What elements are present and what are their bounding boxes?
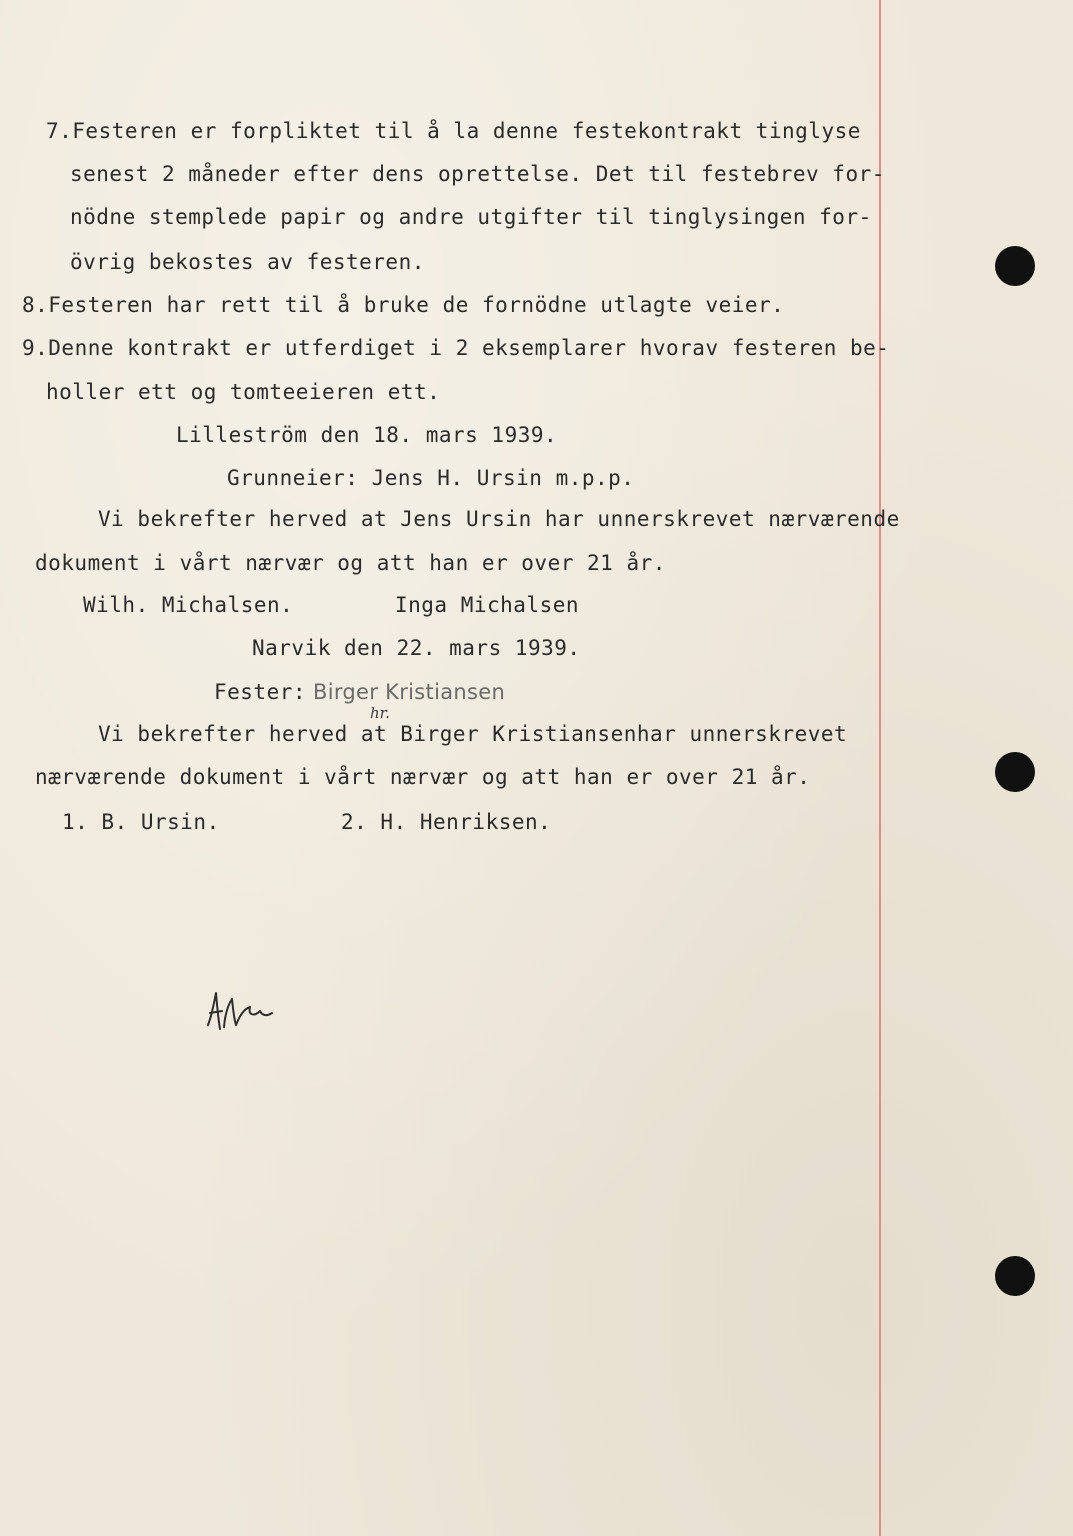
clause-7-line-4: övrig bekostes av festeren. [70,250,425,274]
fester-label: Fester: [214,680,307,704]
punch-hole [995,1256,1035,1296]
witness-confirmation-1-line-1: Vi bekrefter herved at Jens Ursin har unnerskrevet nærværende [98,507,900,531]
clause-7-line-1: 7.Festeren er forpliktet til å la denne festekontrakt tinglyse [46,119,861,143]
witness-signature: 1. B. Ursin. [62,810,220,834]
grunneier-signature-line: Grunneier: Jens H. Ursin m.p.p. [227,466,635,490]
witness-confirmation-1-line-2: dokument i vårt nærvær og att han er over 21 år. [35,551,666,575]
clause-8: 8.Festeren har rett til å bruke de fornödne utlagte veier. [22,293,785,317]
clause-9-line-1: 9.Denne kontrakt er utferdiget i 2 eksemplarer hvorav festeren be- [22,336,890,360]
punch-hole [995,752,1035,792]
handwritten-initials-signature [200,985,280,1035]
red-margin-rule [879,0,881,1536]
witness-confirmation-2-line-1: Vi bekrefter herved at Birger Kristiansenhar unnerskrevet [98,722,848,746]
witness-signature: 2. H. Henriksen. [341,810,552,834]
punch-hole [995,246,1035,286]
witness-signature: Wilh. Michalsen. [83,593,294,617]
place-date-2: Narvik den 22. mars 1939. [252,636,581,660]
fester-name: Birger Kristiansen [313,680,506,704]
clause-7-line-3: nödne stemplede papir og andre utgifter til tinglysingen for- [70,205,872,229]
place-date-1: Lilleström den 18. mars 1939. [176,423,558,447]
witness-signature: Inga Michalsen [395,593,580,617]
clause-9-line-2: holler ett og tomteeieren ett. [46,380,441,404]
handwritten-insertion: hr. [370,704,390,722]
clause-7-line-2: senest 2 måneder efter dens oprettelse. Det til festebrev for- [70,162,885,186]
witness-confirmation-2-line-2: nærværende dokument i vårt nærvær og att han er over 21 år. [35,765,811,789]
